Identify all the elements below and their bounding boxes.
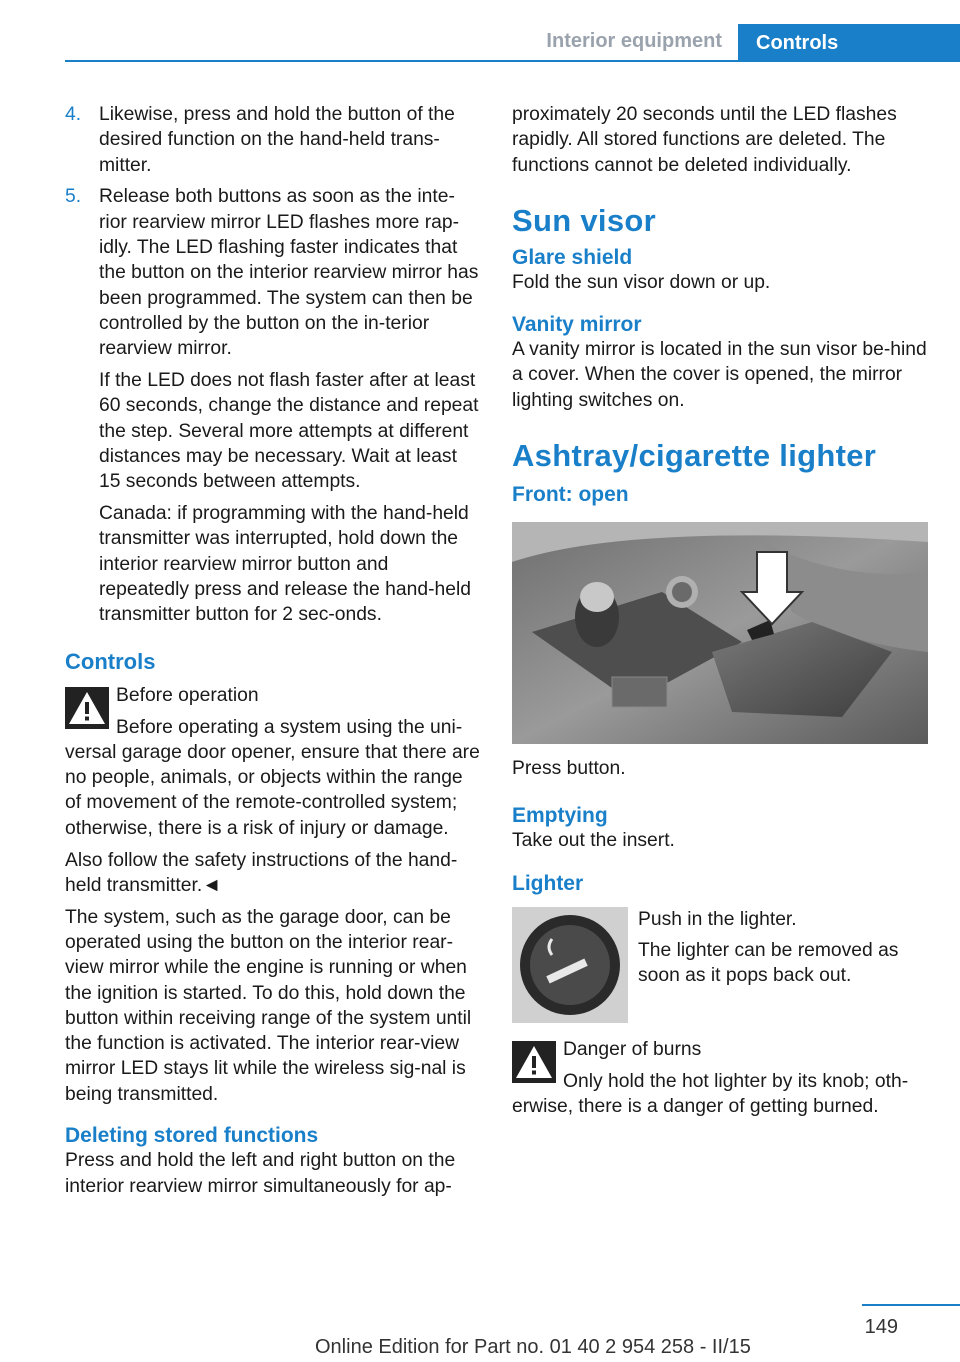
glare-shield-heading: Glare shield <box>512 246 633 270</box>
header-rule <box>65 60 960 62</box>
section-tab: Interior equipment <box>546 30 722 52</box>
lighter-block <box>512 907 932 1023</box>
danger-text: Only hold the hot lighter by its knob; oth-erwise, there is a danger of getting burned. <box>512 1070 909 1117</box>
emptying-heading: Emptying <box>512 803 608 827</box>
lighter-heading: Lighter <box>512 872 584 896</box>
left-column <box>65 102 480 1205</box>
deleting-heading: Deleting stored functions <box>65 1123 319 1147</box>
lighter-removal-note: The lighter can be removed as soon as it pops back out. <box>638 940 899 987</box>
deleting-text: Press and hold the left and right button on the interior rearview mirror simultaneously for ap- <box>65 1150 456 1197</box>
warning-burns <box>512 1037 932 1062</box>
page-header <box>0 24 960 62</box>
warning-icon <box>65 687 109 729</box>
step-4 <box>65 102 480 178</box>
page-number: 149 <box>864 1316 898 1338</box>
step-number: 4. <box>65 104 82 125</box>
lighter-instruction: Push in the lighter. <box>638 908 797 930</box>
controls-heading: Controls <box>65 649 156 675</box>
deleting-text-continued: proximately 20 seconds until the LED flashes rapidly. All stored functions are deleted. The functions cannot be deleted individually. <box>512 104 897 176</box>
safety-note: Also follow the safety instructions of the hand-held transmitter.◄ <box>65 849 458 896</box>
vanity-mirror-text: A vanity mirror is located in the sun visor be-hind a cover. When the cover is opened, the mirror lighting switches on. <box>512 339 927 411</box>
operation-text: The system, such as the garage door, can be operated using the button on the interior rear-view mirror while the engine is running or when the ignition is started. To do this, hold down the button within receiving range of the system until the function is activated. The interior rear-view mirror LED stays lit while the wireless sig-nal is being transmitted. <box>65 906 472 1105</box>
warning-title: Before operation <box>116 684 259 706</box>
step-5 <box>65 184 480 361</box>
warning-icon <box>512 1041 556 1083</box>
sun-visor-heading: Sun visor <box>512 202 656 238</box>
step-5-note: If the LED does not flash faster after at least 60 seconds, change the distance and repeat the step. Several more attempts at different distances may be necessary. Wait at least 15 seconds between attempts. <box>99 369 479 493</box>
step-5-canada-note: Canada: if programming with the hand-held transmitter was interrupted, hold down the interior rearview mirror button and repeatedly press and release the hand-held transmitter button for 2 sec-onds. <box>99 502 471 626</box>
step-text: Release both buttons as soon as the inte-rior rearview mirror LED flashes more rap-idly. The LED flashing faster indicates that the button on the interior rearview mirror has been programmed. The system can then be controlled by the button on the in-terior rearview mirror. <box>99 186 479 360</box>
press-button-text: Press button. <box>512 757 626 779</box>
lighter-text <box>638 907 932 1023</box>
cigarette-lighter-photo <box>512 907 628 1023</box>
glare-shield-text: Fold the sun visor down or up. <box>512 272 771 294</box>
danger-title: Danger of burns <box>563 1038 702 1060</box>
warning-before-operation <box>65 683 480 708</box>
step-number: 5. <box>65 186 82 208</box>
step-text: Likewise, press and hold the button of the desired function on the hand-held trans-mitter. <box>99 104 455 176</box>
front-open-heading: Front: open <box>512 483 629 507</box>
footer-rule <box>862 1304 960 1306</box>
center-console-photo <box>512 522 928 744</box>
footer-edition: Online Edition for Part no. 01 40 2 954 258 - II/15 <box>315 1336 751 1358</box>
emptying-text: Take out the insert. <box>512 830 675 852</box>
vanity-mirror-heading: Vanity mirror <box>512 312 642 336</box>
warning-text: Before operating a system using the uni-versal garage door opener, ensure that there are no people, animals, or objects within the range of movement of the remote-controlled system; otherwise, there is a risk of injury or damage. <box>65 716 480 839</box>
right-column <box>512 102 932 1126</box>
chapter-tab: Controls <box>738 24 960 62</box>
ashtray-heading: Ashtray/cigarette lighter <box>512 437 877 473</box>
